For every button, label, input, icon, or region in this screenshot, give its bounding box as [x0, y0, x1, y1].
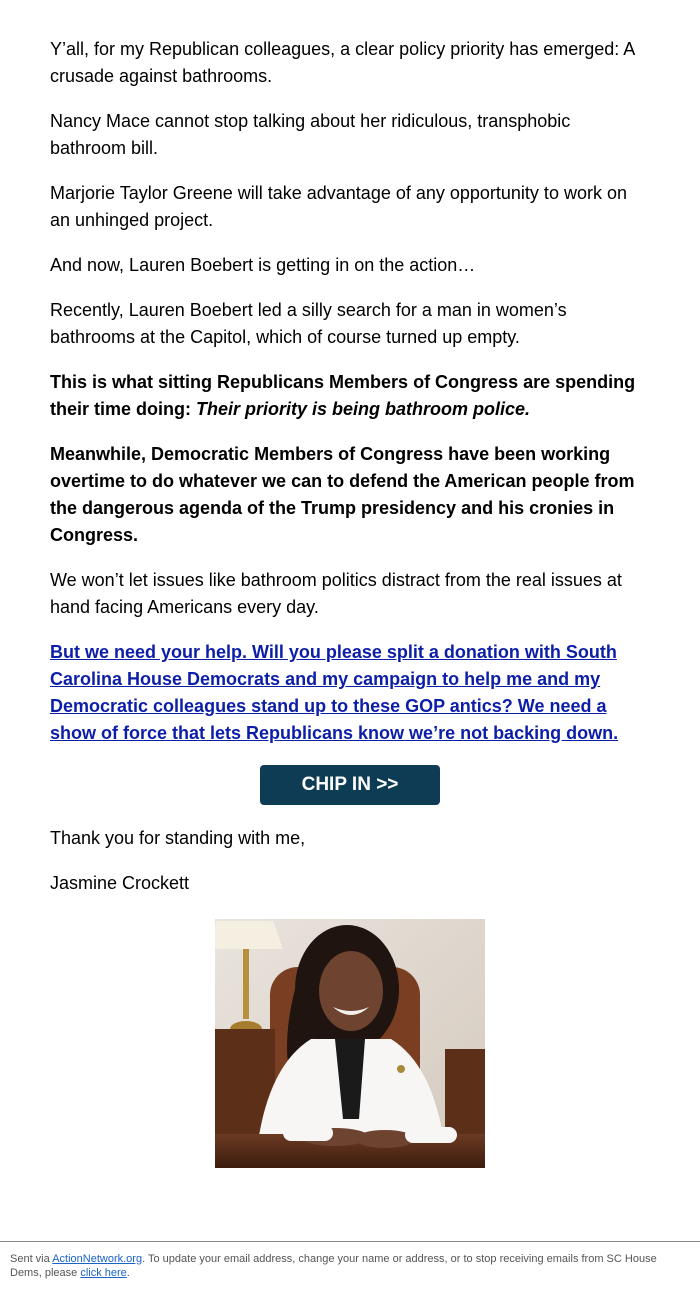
paragraph-4: And now, Lauren Boebert is getting in on the action… [50, 255, 476, 275]
paragraph-2: Nancy Mace cannot stop talking about her ridiculous, transphobic bathroom bill. [50, 111, 571, 158]
email-footer [10, 1252, 680, 1280]
portrait-photo [215, 919, 485, 1168]
paragraph-1: Y’all, for my Republican colleagues, a clear policy priority has emerged: A crusade against bathrooms. [50, 39, 635, 86]
bold-paragraph [50, 369, 650, 423]
unsubscribe-link[interactable]: click here [80, 1267, 127, 1279]
button-wrapper [50, 765, 650, 805]
footer-middle: . To update your email address, change your name or address, or to stop receiving emails from SC House Dems, please [10, 1253, 657, 1279]
paragraph-after: We won’t let issues like bathroom politics distract from the real issues at hand facing Americans every day. [50, 570, 622, 617]
bold-paragraph-2: Meanwhile, Democratic Members of Congress have been working overtime to do whatever we can to defend the American people from the dangerous agenda of the Trump presidency and his cronies in Congress. [50, 444, 635, 545]
footer-suffix: . [126, 1267, 130, 1279]
footer-divider [0, 1241, 700, 1242]
actionnetwork-link[interactable]: ActionNetwork.org [52, 1253, 143, 1265]
chip-in-button[interactable]: CHIP IN >> [260, 765, 440, 805]
signoff-name: Jasmine Crockett [50, 873, 190, 893]
bold-paragraph-italic: Their priority is being bathroom police. [196, 399, 531, 419]
paragraph-3: Marjorie Taylor Greene will take advantage of any opportunity to work on an unhinged project. [50, 183, 627, 230]
signoff-line-1: Thank you for standing with me, [50, 828, 306, 848]
cta-paragraph [50, 639, 650, 747]
bold-paragraph-lead: This is what sitting Republicans Members of Congress are spending their time doing: [50, 372, 636, 419]
donation-link[interactable]: But we need your help. Will you please split a donation with South Carolina House Democrats and my campaign to help me and my Democratic colleagues stand up to these GOP antics? We need a show of force that lets Republicans know we’re not backing down. [50, 642, 619, 743]
footer-prefix: Sent via [10, 1253, 53, 1265]
email-body [50, 36, 650, 1176]
photo-wrapper [50, 919, 650, 1176]
paragraph-5: Recently, Lauren Boebert led a silly search for a man in women’s bathrooms at the Capitol, which of course turned up empty. [50, 300, 567, 347]
